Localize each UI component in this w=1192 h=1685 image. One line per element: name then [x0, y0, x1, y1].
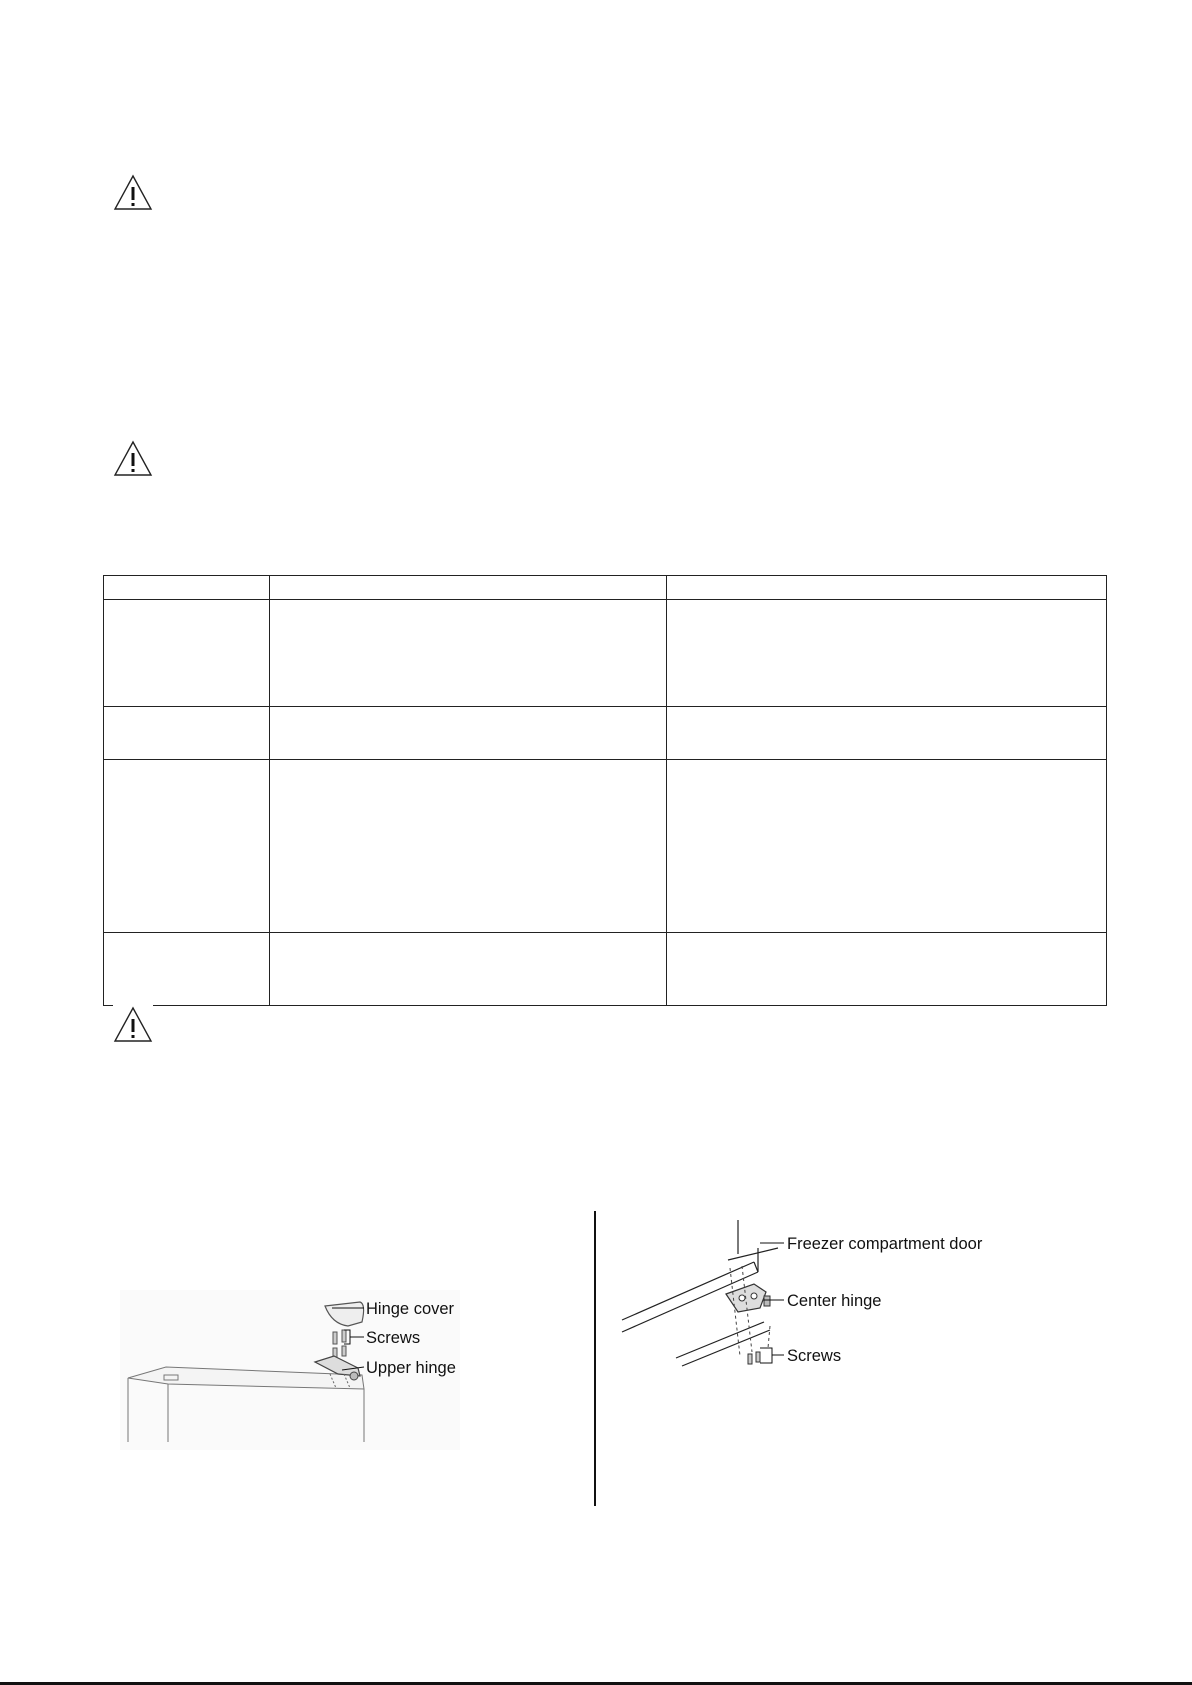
table-cell — [104, 707, 270, 760]
freezer-door-label: Freezer compartment door — [787, 1235, 983, 1253]
screws-label: Screws — [366, 1329, 421, 1347]
screws-label: Screws — [787, 1347, 842, 1365]
table-row — [104, 933, 1107, 1006]
center-hinge-label: Center hinge — [787, 1292, 882, 1310]
center-hinge-labels — [760, 1228, 1000, 1368]
table-cell — [104, 600, 270, 707]
table-cell — [270, 707, 667, 760]
table-header-row — [104, 576, 1107, 600]
warning-triangle-icon — [113, 440, 153, 478]
table-row — [104, 760, 1107, 933]
table-cell — [667, 707, 1107, 760]
upper-hinge-labels — [320, 1294, 480, 1384]
table-cell — [667, 933, 1107, 1006]
table-row — [104, 707, 1107, 760]
table-cell — [270, 760, 667, 933]
table-cell — [270, 933, 667, 1006]
table-cell — [667, 576, 1107, 600]
troubleshooting-table — [103, 575, 1107, 1006]
warning-triangle-icon — [113, 174, 153, 212]
hinge-cover-label: Hinge cover — [366, 1300, 455, 1318]
table-cell — [104, 576, 270, 600]
table-cell — [270, 576, 667, 600]
table-row — [104, 600, 1107, 707]
figure-divider — [594, 1211, 596, 1506]
upper-hinge-label: Upper hinge — [366, 1359, 456, 1377]
table-cell — [667, 600, 1107, 707]
table-cell — [270, 600, 667, 707]
warning-triangle-icon — [113, 1006, 153, 1044]
table-cell — [104, 760, 270, 933]
table-cell — [667, 760, 1107, 933]
table-cell — [104, 933, 270, 1006]
